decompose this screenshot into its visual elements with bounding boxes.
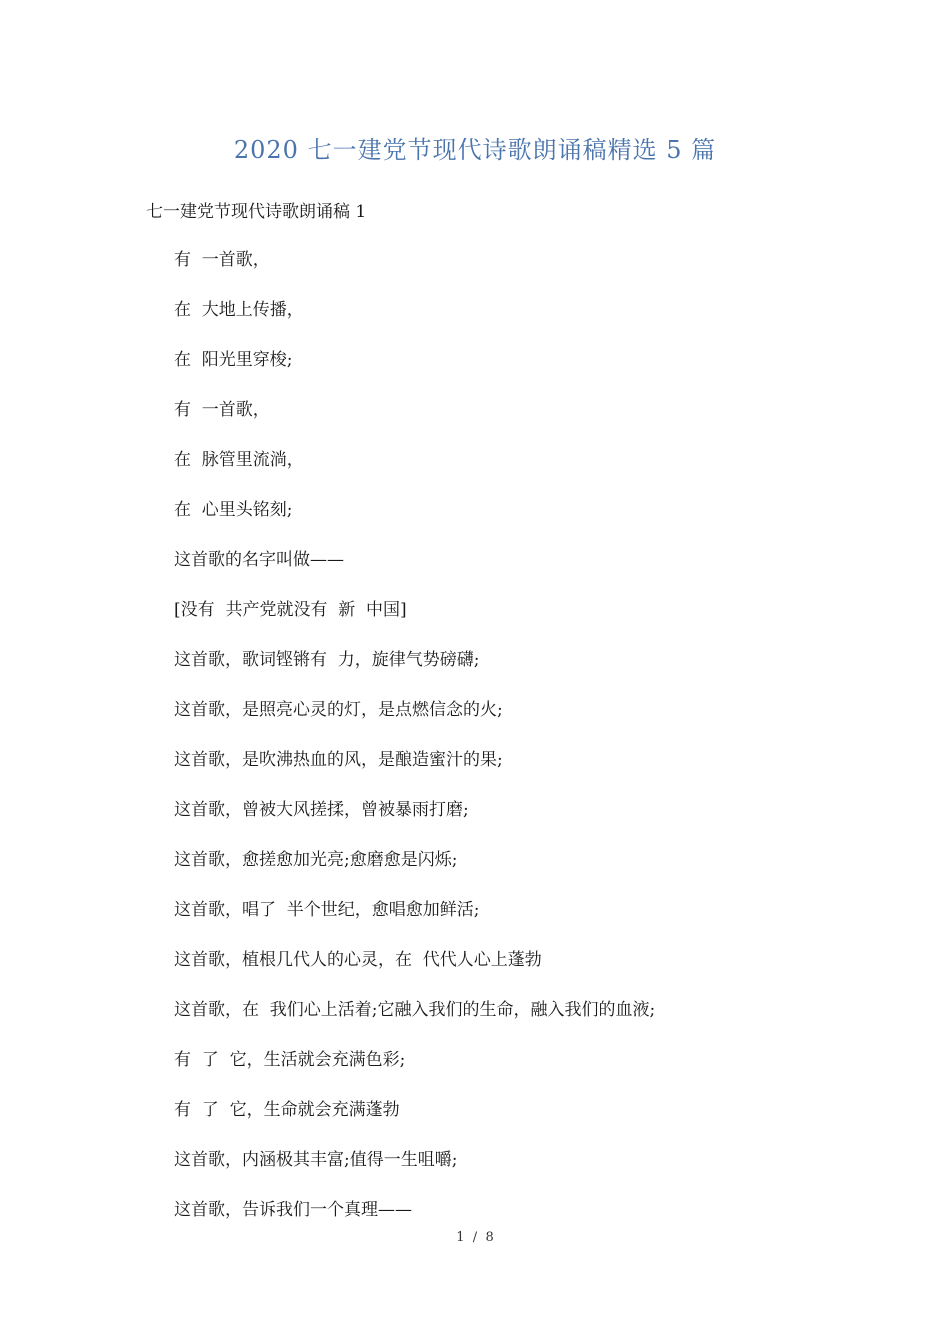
poem-line: 这首歌，是吹沸热血的风，是酿造蜜汁的果; xyxy=(174,750,503,770)
poem-line: 这首歌，告诉我们一个真理—— xyxy=(174,1200,412,1220)
poem-line: 这首歌，是照亮心灵的灯，是点燃信念的火; xyxy=(174,700,503,720)
poem-line: 有 了 它，生命就会充满蓬勃 xyxy=(174,1100,400,1120)
poem-line: 这首歌的名字叫做—— xyxy=(174,550,344,570)
poem-line: 这首歌，曾被大风搓揉，曾被暴雨打磨; xyxy=(174,800,469,820)
poem-body xyxy=(174,247,655,1247)
poem-line: 这首歌，内涵极其丰富;值得一生咀嚼; xyxy=(174,1150,458,1170)
page-number: 1 / 8 xyxy=(456,1230,494,1245)
poem-line: 这首歌，愈搓愈加光亮;愈磨愈是闪烁; xyxy=(174,850,458,870)
poem-line: 有 一首歌， xyxy=(174,400,270,420)
poem-line: 在 阳光里穿梭; xyxy=(174,350,293,370)
document-title: 2020 七一建党节现代诗歌朗诵稿精选 5 篇 xyxy=(233,136,717,164)
poem-line: 这首歌，在 我们心上活着;它融入我们的生命，融入我们的血液; xyxy=(174,1000,656,1020)
poem-line: 有 一首歌， xyxy=(174,250,270,270)
poem-line: 在 心里头铭刻; xyxy=(174,500,293,520)
poem-line: 有 了 它，生活就会充满色彩; xyxy=(174,1050,406,1070)
poem-line: 在 脉管里流淌， xyxy=(174,450,304,470)
section-heading: 七一建党节现代诗歌朗诵稿 1 xyxy=(146,202,367,222)
poem-line: 这首歌，唱了 半个世纪，愈唱愈加鲜活; xyxy=(174,900,480,920)
poem-line: [没有 共产党就没有 新 中国] xyxy=(174,600,407,620)
poem-line: 这首歌，歌词铿锵有 力，旋律气势磅礴; xyxy=(174,650,480,670)
poem-line: 这首歌，植根几代人的心灵，在 代代人心上蓬勃 xyxy=(174,950,542,970)
poem-line: 在 大地上传播， xyxy=(174,300,304,320)
